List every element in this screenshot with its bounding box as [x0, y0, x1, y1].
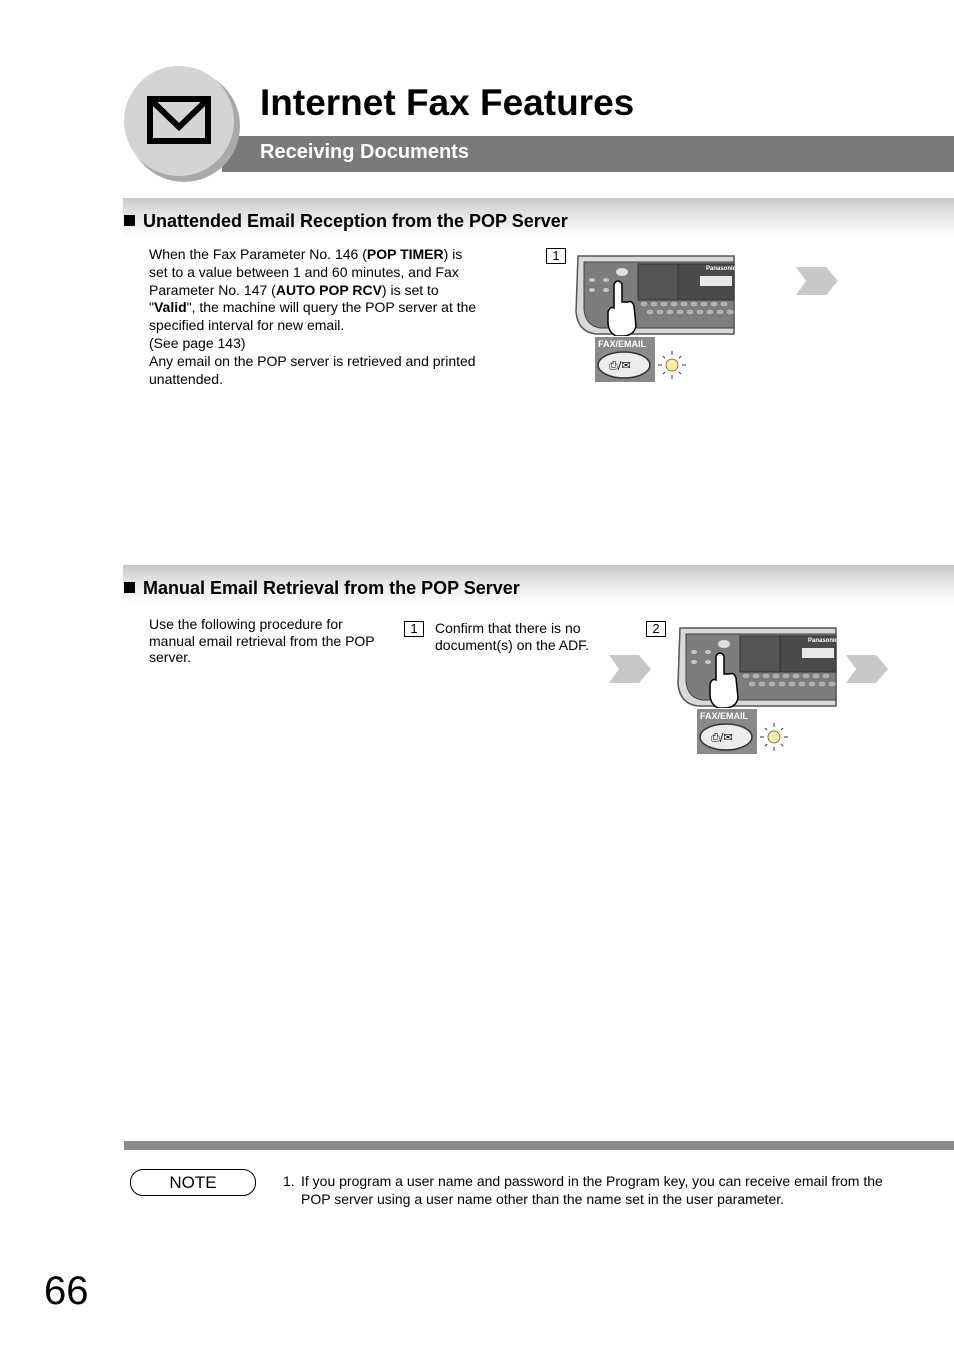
section1-paragraph — [149, 246, 479, 388]
text-run: ", the machine will query the POP server at the specified interval for new email. — [149, 299, 477, 334]
svg-text:⎙/✉: ⎙/✉ — [711, 731, 733, 744]
bullet-square-icon — [124, 215, 135, 226]
section-title-unattended: Unattended Email Reception from the POP Server — [124, 211, 568, 232]
next-arrow-icon — [796, 267, 838, 295]
next-arrow-icon — [846, 655, 888, 683]
blinking-indicator-icon — [658, 351, 686, 379]
control-panel-illustration — [570, 252, 736, 336]
note-label: NOTE — [130, 1169, 256, 1196]
page-subtitle: Receiving Documents — [260, 141, 469, 163]
page-number: 66 — [44, 1269, 89, 1313]
text-run: (See page 143) Any email on the POP server is retrieved and printed unattended. — [149, 334, 476, 387]
blinking-indicator-icon — [760, 723, 788, 751]
section2-intro: Use the following procedure for manual email retrieval from the POP server. — [149, 616, 375, 665]
section-title-manual: Manual Email Retrieval from the POP Server — [124, 578, 520, 599]
fax-email-key-illustration — [594, 337, 694, 383]
header-circle — [124, 66, 234, 176]
step-number-box: 2 — [646, 621, 666, 637]
next-arrow-icon — [609, 655, 651, 683]
step-number-box: 1 — [404, 621, 424, 637]
bold-term: POP TIMER — [366, 246, 444, 262]
bottom-rule — [124, 1141, 954, 1150]
text-run: ) is set to a value between 1 and 60 minutes, and Fax Parameter No. 147 ( — [149, 246, 463, 298]
envelope-icon — [124, 66, 234, 176]
bold-term: Valid — [153, 299, 187, 316]
fax-email-key-illustration — [696, 709, 796, 755]
text-run: ) is set to " — [149, 281, 439, 316]
bold-term: AUTO POP RCV — [275, 281, 382, 298]
panel-brand-label: Panasonic — [808, 638, 838, 644]
step1-text: Confirm that there is no document(s) on the ADF. — [435, 620, 590, 653]
page-title: Internet Fax Features — [260, 82, 635, 123]
fax-email-key-label: FAX/EMAIL — [700, 711, 749, 721]
control-panel-illustration — [672, 624, 838, 708]
panel-brand-label: Panasonic — [706, 266, 736, 272]
step-number-box: 1 — [546, 248, 566, 264]
svg-text:⎙/✉: ⎙/✉ — [609, 359, 631, 372]
text-run: When the Fax Parameter No. 146 ( — [149, 246, 367, 262]
note-item-number: 1. — [283, 1173, 295, 1189]
bullet-square-icon — [124, 582, 135, 593]
note-item-text: If you program a user name and password in the Program key, you can receive email from the POP server using a user name other than the name set in the user parameter. — [301, 1173, 883, 1207]
fax-email-key-label: FAX/EMAIL — [598, 339, 647, 349]
